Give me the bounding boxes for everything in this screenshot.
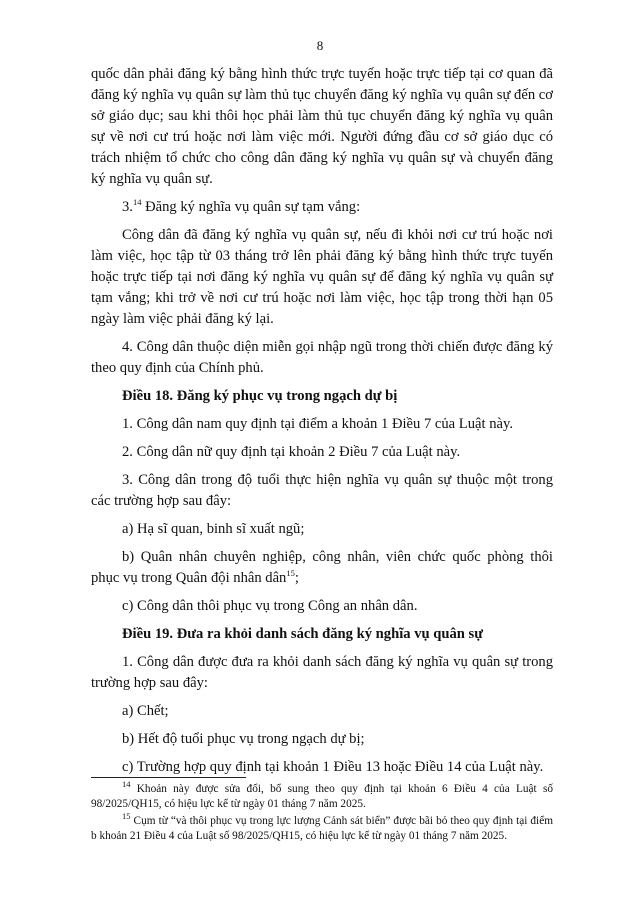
clause-number: 3. xyxy=(122,199,133,215)
article-18-point-c: c) Công dân thôi phục vụ trong Công an nhân dân. xyxy=(122,598,418,614)
clause-3-heading xyxy=(91,197,553,218)
clause-title: Đăng ký nghĩa vụ quân sự tạm vắng: xyxy=(141,199,361,215)
footnote-15 xyxy=(91,811,553,844)
article-19-point-c: c) Trường hợp quy định tại khoản 1 Điều 13 hoặc Điều 14 của Luật này. xyxy=(122,759,544,775)
paragraph-continuation: quốc dân phải đăng ký bằng hình thức trực tuyến hoặc trực tiếp tại cơ quan đã đăng ký nghĩa vụ quân sự làm thủ tục chuyển đăng ký nghĩa vụ quân sự đến cơ sở giáo dục; sau khi thôi học phải làm thủ tục chuyển đăng ký nghĩa vụ quân sự về nơi cư trú hoặc nơi làm việc mới. Người đứng đầu cơ sở giáo dục có trách nhiệm tổ chức cho công dân đăng ký nghĩa vụ quân sự và chuyển đăng ký nghĩa vụ quân sự. xyxy=(91,66,553,187)
footnote-14 xyxy=(91,779,553,812)
clause-4: 4. Công dân thuộc diện miễn gọi nhập ngũ trong thời chiến được đăng ký theo quy định của Chính phủ. xyxy=(91,339,553,376)
article-18-point-a: a) Hạ sĩ quan, binh sĩ xuất ngũ; xyxy=(122,521,305,537)
article-18-heading: Điều 18. Đăng ký phục vụ trong ngạch dự bị xyxy=(122,388,398,404)
article-19-point-a: a) Chết; xyxy=(122,703,169,719)
paragraph-temporary-absence: Công dân đã đăng ký nghĩa vụ quân sự, nếu đi khỏi nơi cư trú hoặc nơi làm việc, học tập từ 03 tháng trở lên phải đăng ký bằng hình thức trực tuyến hoặc trực tiếp tại nơi đăng ký nghĩa vụ quân sự để đăng ký nghĩa vụ quân sự tạm vắng; khi trở về nơi cư trú hoặc nơi làm việc, học tập trong thời hạn 05 ngày làm việc phải đăng ký lại. xyxy=(91,227,553,327)
article-18-point-b xyxy=(91,547,553,589)
article-19-clause-1: 1. Công dân được đưa ra khỏi danh sách đăng ký nghĩa vụ quân sự trong trường hợp sau đây: xyxy=(91,654,553,691)
footnote-text: Cụm từ “và thôi phục vụ trong lực lượng Cảnh sát biển” được bãi bỏ theo quy định tại điểm b khoản 21 Điều 4 của Luật số 98/2025/QH15, có hiệu lực kể từ ngày 01 tháng 7 năm 2025. xyxy=(91,815,553,842)
article-18-clause-2: 2. Công dân nữ quy định tại khoản 2 Điều 7 của Luật này. xyxy=(122,444,461,460)
article-18-clause-3: 3. Công dân trong độ tuổi thực hiện nghĩa vụ quân sự thuộc một trong các trường hợp sau đây: xyxy=(91,472,553,509)
footnote-ref-14[interactable]: 14 xyxy=(132,197,142,208)
page-number: 8 xyxy=(316,38,324,53)
footnote-separator xyxy=(91,777,246,778)
footnotes xyxy=(91,779,553,846)
point-b-text: b) Quân nhân chuyên nghiệp, công nhân, viên chức quốc phòng thôi phục vụ trong Quân đội nhân dân xyxy=(91,549,553,586)
footnote-ref-15[interactable]: 15 xyxy=(286,568,295,579)
footnote-mark: 15 xyxy=(122,811,131,822)
footnote-mark: 14 xyxy=(122,779,131,790)
article-18-clause-1: 1. Công dân nam quy định tại điểm a khoản 1 Điều 7 của Luật này. xyxy=(122,416,513,432)
document-body xyxy=(91,64,553,785)
article-19-heading: Điều 19. Đưa ra khỏi danh sách đăng ký nghĩa vụ quân sự xyxy=(122,626,483,642)
footnote-text: Khoản này được sửa đổi, bổ sung theo quy định tại khoản 6 Điều 4 của Luật số 98/2025/QH15, có hiệu lực kể từ ngày 01 tháng 7 năm 2025. xyxy=(91,783,553,810)
article-19-point-b: b) Hết độ tuổi phục vụ trong ngạch dự bị; xyxy=(122,731,365,747)
point-b-end: ; xyxy=(294,570,299,586)
